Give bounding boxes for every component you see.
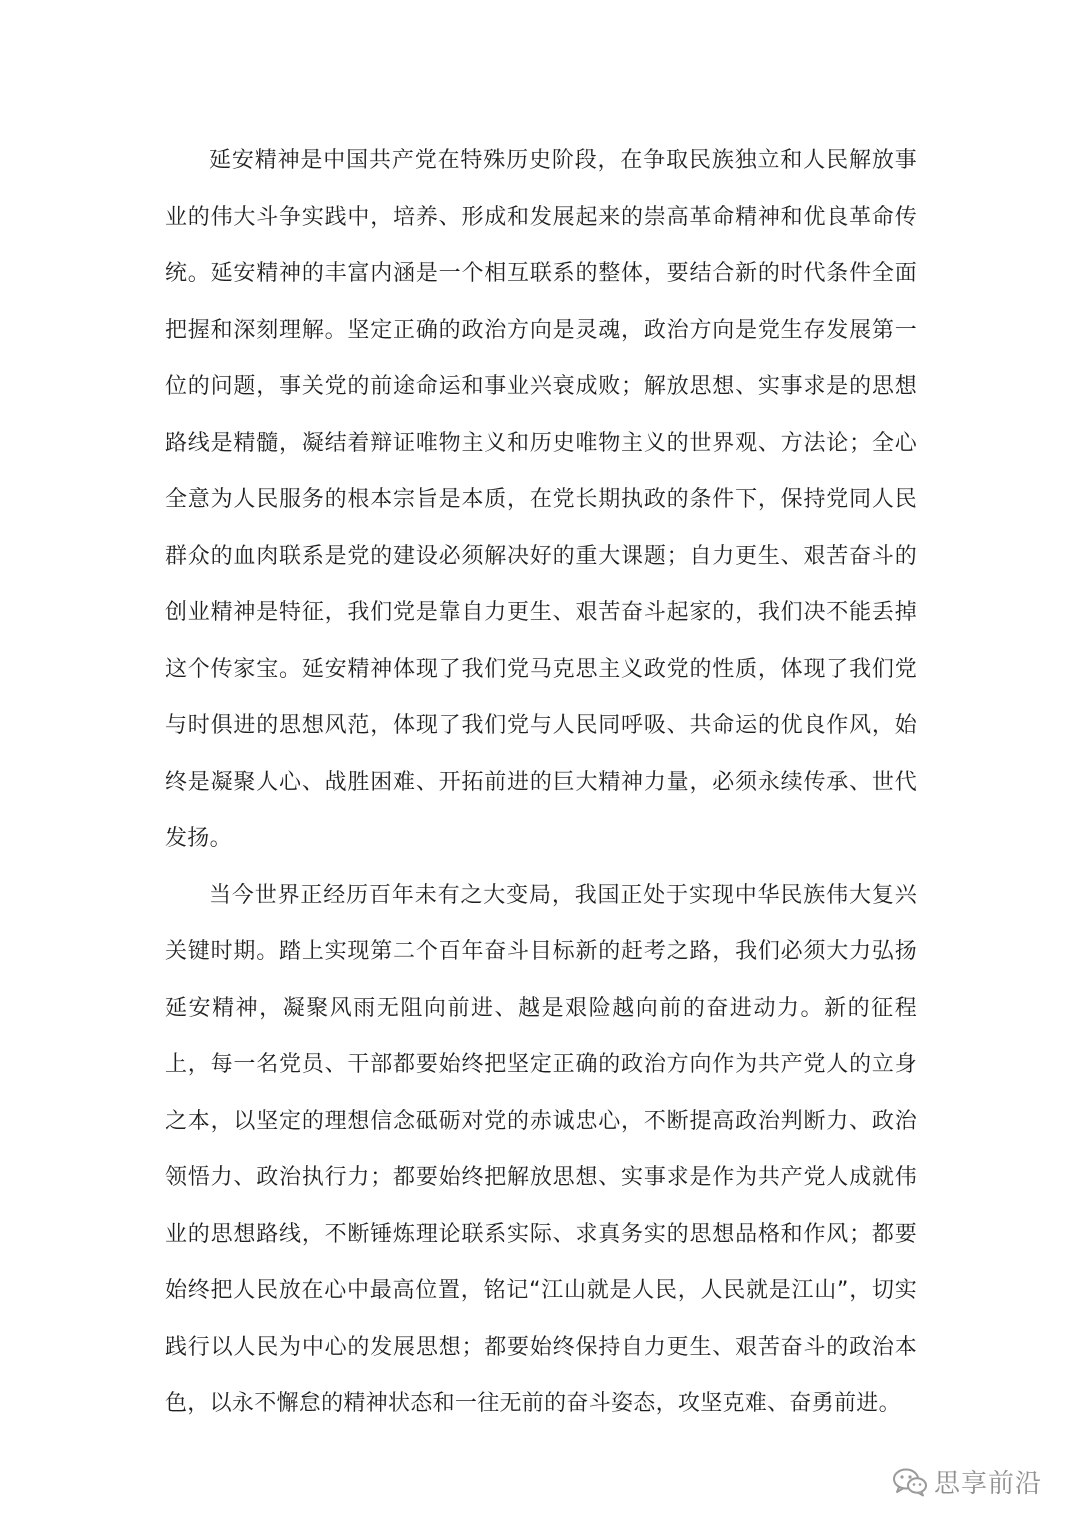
watermark (892, 1463, 1042, 1500)
paragraph-1: 延安精神是中国共产党在特殊历史阶段，在争取民族独立和人民解放事业的伟大斗争实践中，培养、形成和发展起来的崇高革命精神和优良革命传统。延安精神的丰富内涵是一个相互联系的整体，要结合新的时代条件全面把握和深刻理解。坚定正确的政治方向是灵魂，政治方向是党生存发展第一位的问题，事关党的前途命运和事业兴衰成败；解放思想、实事求是的思想路线是精髓，凝结着辩证唯物主义和历史唯物主义的世界观、方法论；全心全意为人民服务的根本宗旨是本质，在党长期执政的条件下，保持党同人民群众的血肉联系是党的建设必须解决好的重大课题；自力更生、艰苦奋斗的创业精神是特征，我们党是靠自力更生、艰苦奋斗起家的，我们决不能丢掉这个传家宝。延安精神体现了我们党马克思主义政党的性质，体现了我们党与时俱进的思想风范，体现了我们党与人民同呼吸、共命运的优良作风，始终是凝聚人心、战胜困难、开拓前进的巨大精神力量，必须永续传承、世代发扬。 (165, 148, 917, 851)
paragraph-2: 当今世界正经历百年未有之大变局，我国正处于实现中华民族伟大复兴关键时期。踏上实现第二个百年奋斗目标新的赶考之路，我们必须大力弘扬延安精神，凝聚风雨无阻向前进、越是艰险越向前的奋进动力。新的征程上，每一名党员、干部都要始终把坚定正确的政治方向作为共产党人的立身之本，以坚定的理想信念砥砺对党的赤诚忠心，不断提高政治判断力、政治领悟力、政治执行力；都要始终把解放思想、实事求是作为共产党人成就伟业的思想路线，不断锤炼理论联系实际、求真务实的思想品格和作风；都要始终把人民放在心中最高位置，铭记“江山就是人民，人民就是江山”，切实践行以人民为中心的发展思想；都要始终保持自力更生、艰苦奋斗的政治本色，以永不懈怠的精神状态和一往无前的奋斗姿态，攻坚克难、奋勇前进。 (165, 882, 917, 1416)
watermark-text: 思享前沿 (933, 1469, 1042, 1499)
wechat-icon (892, 1467, 928, 1497)
article-body (165, 133, 917, 1433)
